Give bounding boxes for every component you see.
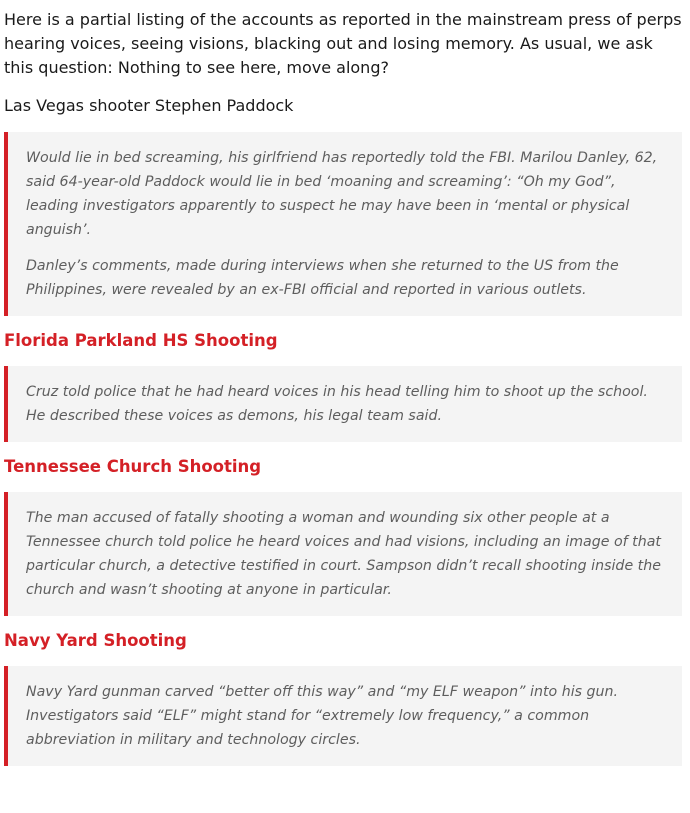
blockquote-paddock [4, 132, 682, 316]
quote-paragraph: Cruz told police that he had heard voices in his head telling him to shoot up the school. He described these voices as demons, his legal team said. [26, 384, 648, 424]
quote-paragraph: The man accused of fatally shooting a woman and wounding six other people at a Tennessee church told police he heard voices and had visions, including an image of that particular church, a detective testified in court. Sampson didn’t recall shooting inside the church and wasn’t shooting at anyone in particular. [26, 510, 661, 598]
quote-paragraph: Danley’s comments, made during interviews when she returned to the US from the Philippines, were revealed by an ex-FBI official and reported in various outlets. [26, 258, 619, 298]
intro-paragraph: Here is a partial listing of the accounts as reported in the mainstream press of perps hearing voices, seeing visions, blacking out and losing memory. As usual, we ask this question: Nothing to see here, move along? [4, 10, 682, 77]
subject-paragraph: Las Vegas shooter Stephen Paddock [4, 96, 294, 115]
heading-parkland[interactable]: Florida Parkland HS Shooting [4, 331, 278, 350]
blockquote-navy-yard [4, 666, 682, 766]
blockquote-parkland [4, 366, 682, 442]
quote-paragraph: Navy Yard gunman carved “better off this way” and “my ELF weapon” into his gun. Investigators said “ELF” might stand for “extremely low frequency,” a common abbreviation in military and technology circles. [26, 684, 619, 748]
quote-paragraph: Would lie in bed screaming, his girlfriend has reportedly told the FBI. Marilou Danley, 62, said 64-year-old Paddock would lie in bed ‘moaning and screaming’: “Oh my God”, leading investigators apparently to suspect he may have been in ‘mental or physical anguish’. [26, 150, 658, 238]
heading-navy-yard[interactable]: Navy Yard Shooting [4, 631, 187, 650]
heading-tennessee[interactable]: Tennessee Church Shooting [4, 457, 262, 476]
blockquote-tennessee [4, 492, 682, 616]
